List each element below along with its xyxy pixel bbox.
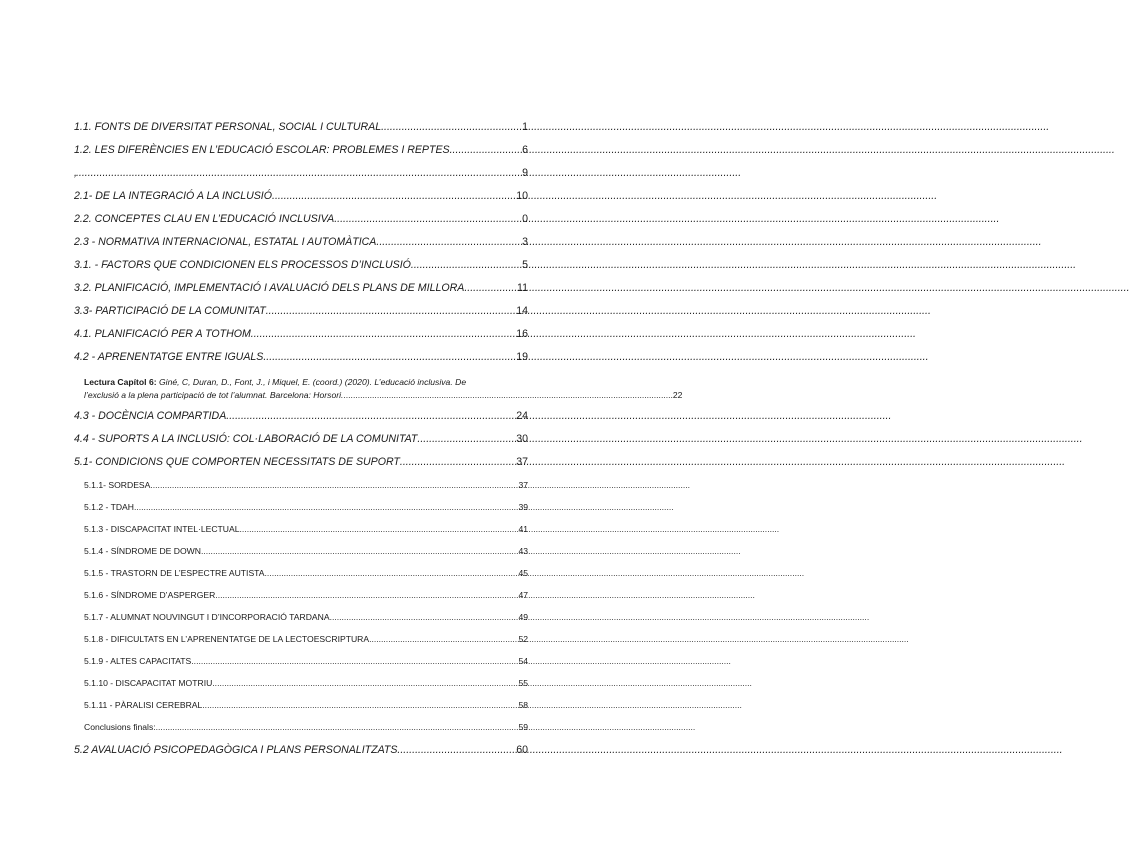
toc-entry-title: 5.1.8 - DIFICULTATS EN L’APRENENTATGE DE LA LECTOESCRIPTURA <box>84 634 370 644</box>
toc-entry-title: 1.1. FONTS DE DIVERSITAT PERSONAL, SOCIAL I CULTURAL. <box>74 121 385 133</box>
toc-entry[interactable] <box>74 456 528 480</box>
toc-entry-title: 5.2 AVALUACIÓ PSICOPEDAGÒGICA I PLANS PERSONALITZATS <box>74 744 398 756</box>
toc-entry[interactable] <box>74 259 528 282</box>
toc-entry-title: 5.1.3 - DISCAPACITAT INTEL·LECTUAL <box>84 524 240 534</box>
toc-subentry[interactable] <box>74 502 528 524</box>
toc-leader-dots <box>411 259 521 271</box>
toc-entry-page: 30 <box>516 433 528 445</box>
toc-entry[interactable] <box>74 305 528 328</box>
toc-entry-title: 3.3- PARTICIPACIÓ DE LA COMUNITAT <box>74 305 266 317</box>
toc-subentry[interactable] <box>74 700 528 722</box>
toc-entry-title: 5.1.4 - SÍNDROME DE DOWN <box>84 546 201 556</box>
reading-note-line1 <box>84 376 528 389</box>
toc-entry-title: 5.1- CONDICIONS QUE COMPORTEN NECESSITATS DE SUPORT <box>74 456 400 468</box>
reading-note-citation-cont: l’exclusió a la plena participació de tot l’alumnat. Barcelona: Horsori. <box>84 390 344 400</box>
toc-entry[interactable] <box>74 351 528 366</box>
toc-subentry[interactable] <box>74 524 528 546</box>
toc-entry-page: 22 <box>672 390 683 400</box>
toc-entry-title: 4.2 - APRENENTATGE ENTRE IGUALS <box>74 351 264 363</box>
toc-leader-dots <box>369 634 517 644</box>
reading-note-line2 <box>84 389 683 402</box>
toc-leader-dots <box>150 480 517 490</box>
toc-entry-page: 39 <box>518 502 528 512</box>
toc-entry-title: 4.1. PLANIFICACIÓ PER A TOTHOM <box>74 328 251 340</box>
toc-subentry[interactable] <box>74 480 528 502</box>
toc-entry-page: 1 <box>522 121 528 133</box>
toc-entry[interactable] <box>74 328 528 351</box>
toc-subentry[interactable] <box>74 568 528 590</box>
reading-note-citation: Giné, C, Duran, D., Font, J., i Miquel, E. (coord.) (2020). L’educació inclusiva. De <box>158 377 467 387</box>
toc-leader-dots <box>384 121 521 133</box>
toc-entry[interactable] <box>74 282 528 305</box>
toc-entry-title: Conclusions finals: <box>84 722 156 732</box>
toc-subentry[interactable] <box>74 612 528 634</box>
toc-entry-page: 47 <box>518 590 528 600</box>
toc-subentry[interactable] <box>74 590 528 612</box>
toc-entry-title: 5.1.7 - ALUMNAT NOUVINGUT I D’INCORPORACIÓ TARDANA <box>84 612 330 622</box>
toc-reading-note[interactable] <box>74 376 683 402</box>
toc-entry-page: 0 <box>522 213 528 225</box>
toc-entry-page: 24 <box>516 410 528 422</box>
toc-entry-page: 3 <box>522 236 528 248</box>
toc-entry-page: 60 <box>516 744 528 756</box>
toc-leader-dots <box>226 410 515 422</box>
toc-leader-dots <box>212 678 517 688</box>
toc-entry-page: 41 <box>518 524 528 534</box>
toc-entry-title: 3.1. - FACTORS QUE CONDICIONEN ELS PROCESSOS D’INCLUSIÓ <box>74 259 411 271</box>
toc-entry-page: 52 <box>518 634 528 644</box>
toc-entry-page: 55 <box>518 678 528 688</box>
toc-leader-dots <box>251 328 515 340</box>
toc-leader-dots <box>201 546 517 556</box>
toc-entry-title: 5.1.2 - TDAH <box>84 502 134 512</box>
toc-entry-page: 59 <box>518 722 528 732</box>
toc-entry-page: 10 <box>516 190 528 202</box>
toc-leader-dots <box>334 213 521 225</box>
toc-entry[interactable] <box>74 167 528 190</box>
toc-leader-dots <box>464 282 516 294</box>
toc-entry-title: 5.1.6 - SÍNDROME D’ASPERGER <box>84 590 216 600</box>
toc-entry-title: 2.3 - NORMATIVA INTERNACIONAL, ESTATAL I AUTOMÀTICA <box>74 236 377 248</box>
toc-entry-page: 9 <box>522 167 528 179</box>
toc-subentry[interactable] <box>74 656 528 678</box>
toc-entry-page: 5 <box>522 259 528 271</box>
toc-entry-page: 14 <box>516 305 528 317</box>
reading-note-lead: Lectura Capítol 6: <box>84 377 157 387</box>
toc-entry-title: 5.1.9 - ALTES CAPACITATS <box>84 656 192 666</box>
toc-entry[interactable] <box>74 433 528 456</box>
toc-leader-dots <box>134 502 517 512</box>
toc-leader-dots <box>417 433 515 445</box>
toc-subentry[interactable] <box>74 678 528 700</box>
toc-entry-page: 45 <box>518 568 528 578</box>
toc-leader-dots <box>397 744 515 756</box>
toc-entry-title: 4.4 - SUPORTS A LA INCLUSIÓ: COL·LABORACIÓ DE LA COMUNITAT <box>74 433 418 445</box>
toc-entry[interactable] <box>74 121 528 144</box>
toc-leader-dots <box>191 656 517 666</box>
toc-entry-title: 4.3 - DOCÈNCIA COMPARTIDA <box>74 410 227 422</box>
toc-leader-dots <box>265 568 518 578</box>
toc-entry-page: 58 <box>518 700 528 710</box>
toc-entry-title: 5.1.1- SORDESA <box>84 480 151 490</box>
toc-entry[interactable] <box>74 213 528 236</box>
toc-entry-title: 3.2. PLANIFICACIÓ, IMPLEMENTACIÓ I AVALUACIÓ DELS PLANS DE MILLORA <box>74 282 465 294</box>
toc-leader-dots <box>202 700 517 710</box>
toc-leader-dots <box>263 351 515 363</box>
toc-entry-title: 1.2. LES DIFERÈNCIES EN L’EDUCACIÓ ESCOLAR: PROBLEMES I REPTES <box>74 144 450 156</box>
toc-leader-dots <box>376 236 521 248</box>
toc-entry[interactable] <box>74 236 528 259</box>
toc-leader-dots <box>266 305 516 317</box>
toc-entry-title: 5.1.10 - DISCAPACITAT MOTRIU <box>84 678 213 688</box>
toc-entry-title: 5.1.11 - PÀRALISI CEREBRAL <box>84 700 203 710</box>
toc-leader-dots <box>76 167 521 179</box>
toc-leader-dots <box>330 612 518 622</box>
toc-subentry[interactable] <box>74 634 528 656</box>
toc-subentry[interactable] <box>74 722 528 744</box>
toc-entry-title: 2.1- DE LA INTEGRACIÓ A LA INCLUSIÓ <box>74 190 272 202</box>
toc-leader-dots <box>343 389 673 402</box>
toc-entry-title: 5.1.5 - TRASTORN DE L’ESPECTRE AUTISTA <box>84 568 265 578</box>
toc-leader-dots <box>272 190 515 202</box>
toc-entry-title: 2.2. CONCEPTES CLAU EN L’EDUCACIÓ INCLUSIVA <box>74 213 335 225</box>
toc-entry-page: 54 <box>518 656 528 666</box>
toc-entry-page: 37 <box>518 480 528 490</box>
toc-leader-dots <box>240 524 518 534</box>
toc-leader-dots <box>215 590 517 600</box>
toc-entry[interactable] <box>74 410 528 433</box>
toc-entry-page: 37 <box>516 456 528 468</box>
toc-entry-page: 11 <box>517 282 528 294</box>
table-of-contents <box>74 121 683 767</box>
toc-subentry[interactable] <box>74 546 528 568</box>
toc-entry[interactable] <box>74 190 528 213</box>
toc-entry-page: 49 <box>518 612 528 622</box>
toc-entry[interactable] <box>74 144 528 167</box>
toc-leader-dots <box>450 144 521 156</box>
toc-entry-page: 16 <box>516 328 528 340</box>
toc-entry-page: 6 <box>522 144 528 156</box>
toc-leader-dots <box>400 456 515 468</box>
toc-entry-page: 43 <box>518 546 528 556</box>
toc-entry[interactable] <box>74 744 528 767</box>
toc-entry-page: 19 <box>516 351 528 363</box>
toc-leader-dots <box>156 722 518 732</box>
